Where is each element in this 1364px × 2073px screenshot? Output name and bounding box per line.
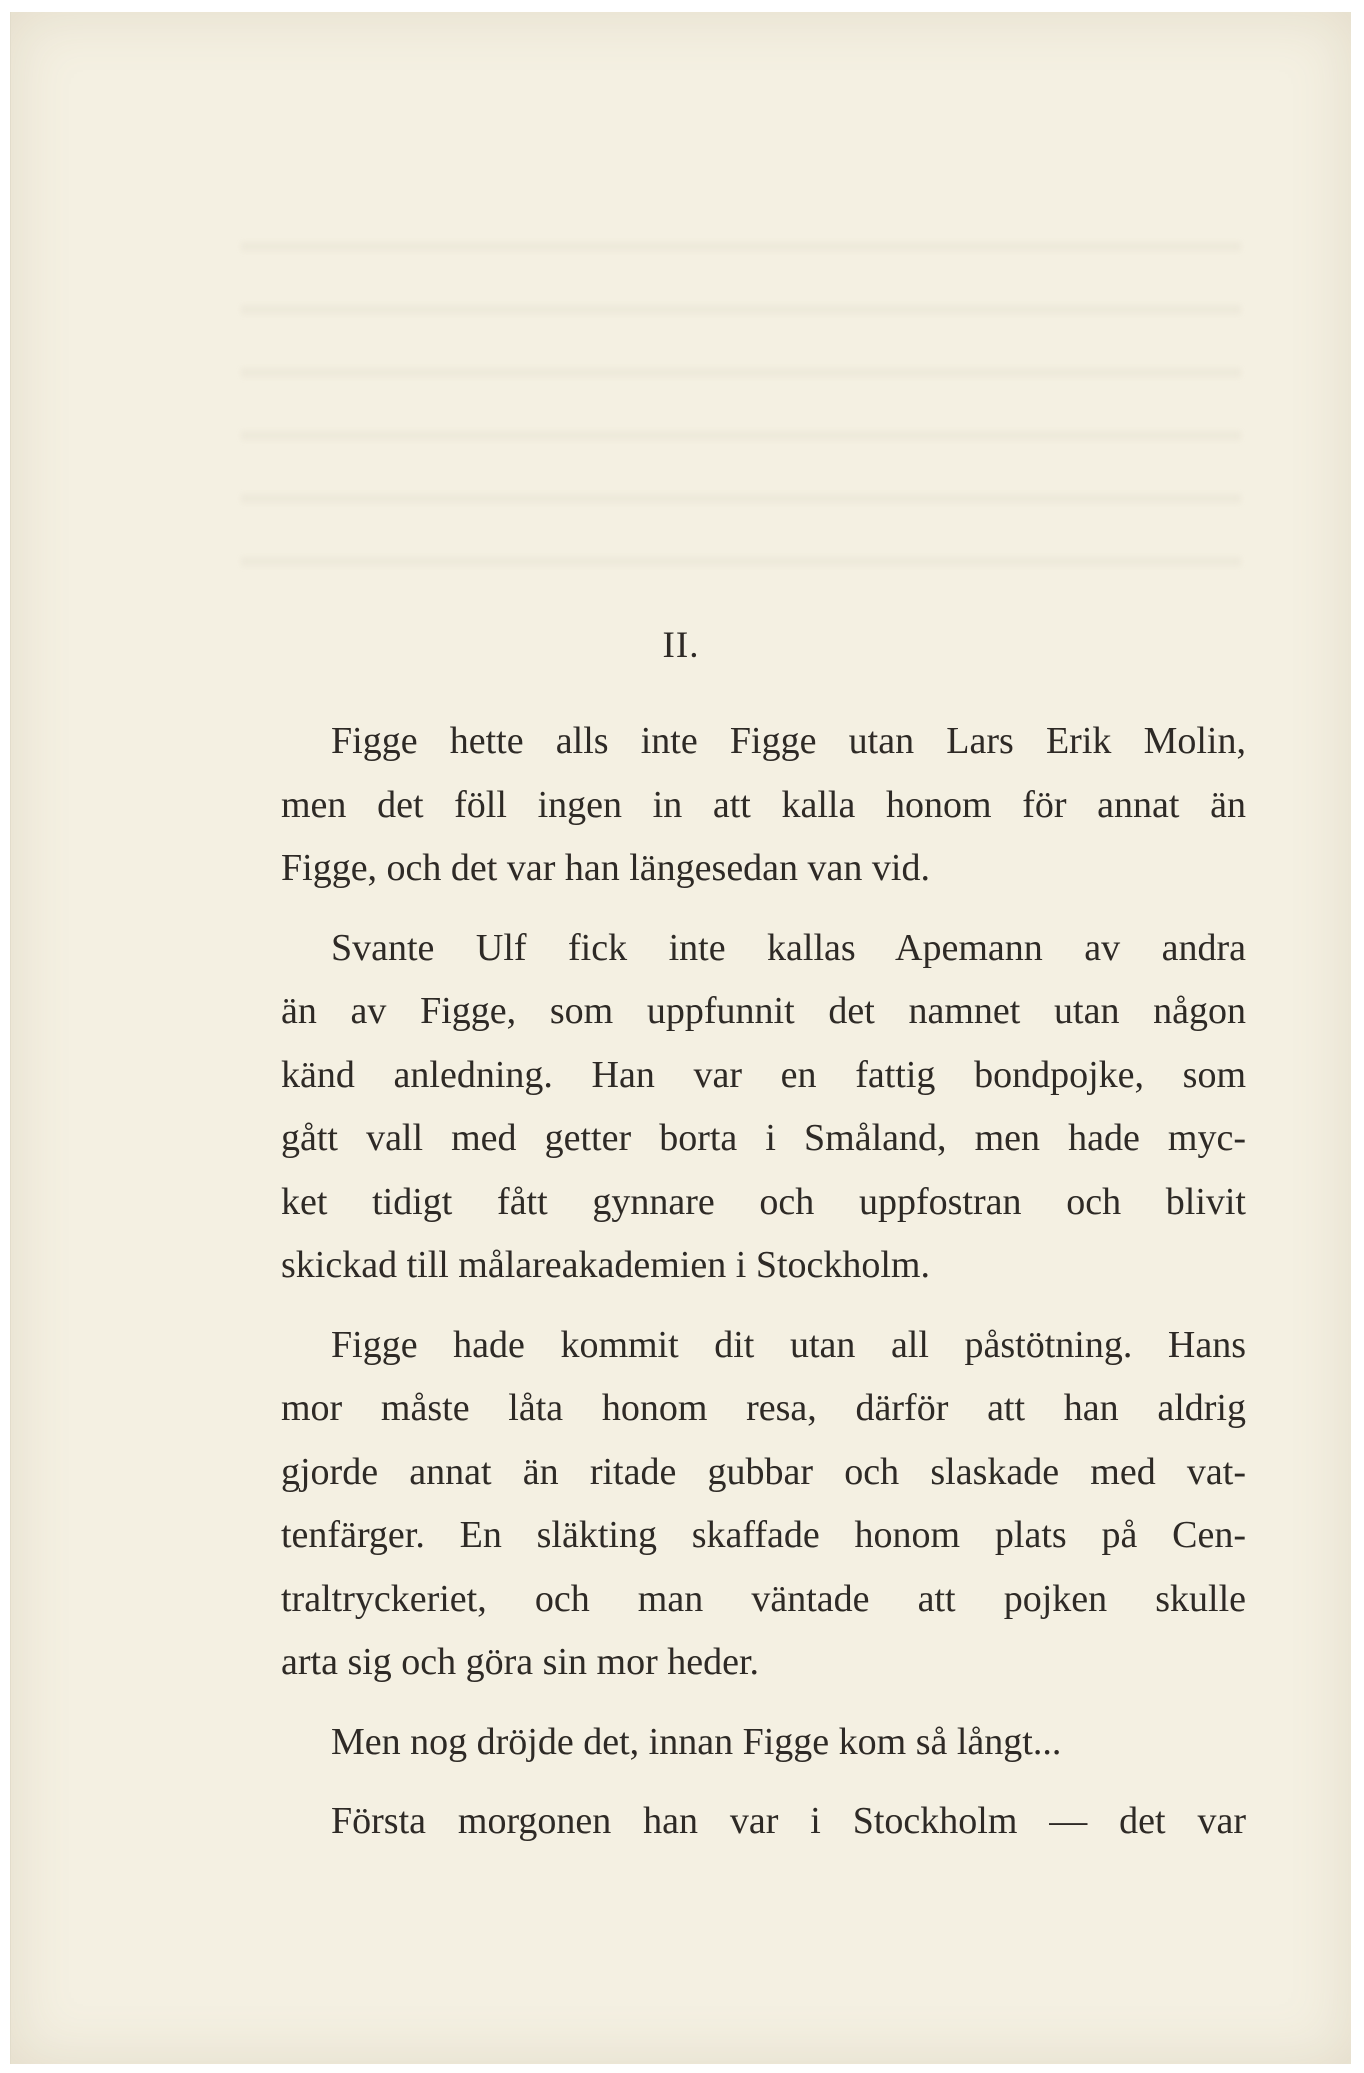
show-through-text [241, 212, 1241, 582]
text-line: gjorde annat än ritade gubbar och slaskade med vat- [281, 1450, 1246, 1493]
text-line: men det föll ingen in att kalla honom för annat än [281, 783, 1246, 826]
text-line: känd anledning. Han var en fattig bondpojke, som [281, 1053, 1246, 1096]
text-line: traltryckeriet, och man väntade att pojken skulle [281, 1577, 1246, 1620]
paragraph-5 [281, 1790, 1246, 1854]
text-line: mor måste låta honom resa, därför att han aldrig [281, 1387, 1246, 1429]
text-line: Men nog dröjde det, innan Figge kom så långt... [331, 1720, 1062, 1763]
text-line: Första morgonen han var i Stockholm — det var [331, 1800, 1246, 1842]
text-line: arta sig och göra sin mor heder. [281, 1641, 760, 1683]
paragraph-4 [281, 1711, 1246, 1775]
text-line: gått vall med getter borta i Småland, men hade myc- [281, 1117, 1246, 1159]
text-line: tenfärger. En släkting skaffade honom plats på Cen- [281, 1514, 1246, 1556]
book-page [10, 12, 1351, 2064]
chapter-heading: II. [662, 625, 700, 666]
text-line: Figge, och det var han längesedan van vid. [281, 847, 930, 889]
body-text [281, 710, 1246, 1870]
text-line: än av Figge, som uppfunnit det namnet utan någon [281, 990, 1246, 1032]
text-line: Svante Ulf fick inte kallas Apemann av andra [331, 926, 1246, 969]
paragraph-2 [281, 917, 1246, 1298]
text-line: skickad till målareakademien i Stockholm. [281, 1244, 930, 1286]
text-line: Figge hette alls inte Figge utan Lars Erik Molin, [331, 720, 1246, 762]
text-line: Figge hade kommit dit utan all påstötning. Hans [331, 1323, 1246, 1366]
paragraph-3 [281, 1314, 1246, 1695]
paragraph-1 [281, 710, 1246, 901]
text-line: ket tidigt fått gynnare och uppfostran och blivit [281, 1180, 1246, 1223]
